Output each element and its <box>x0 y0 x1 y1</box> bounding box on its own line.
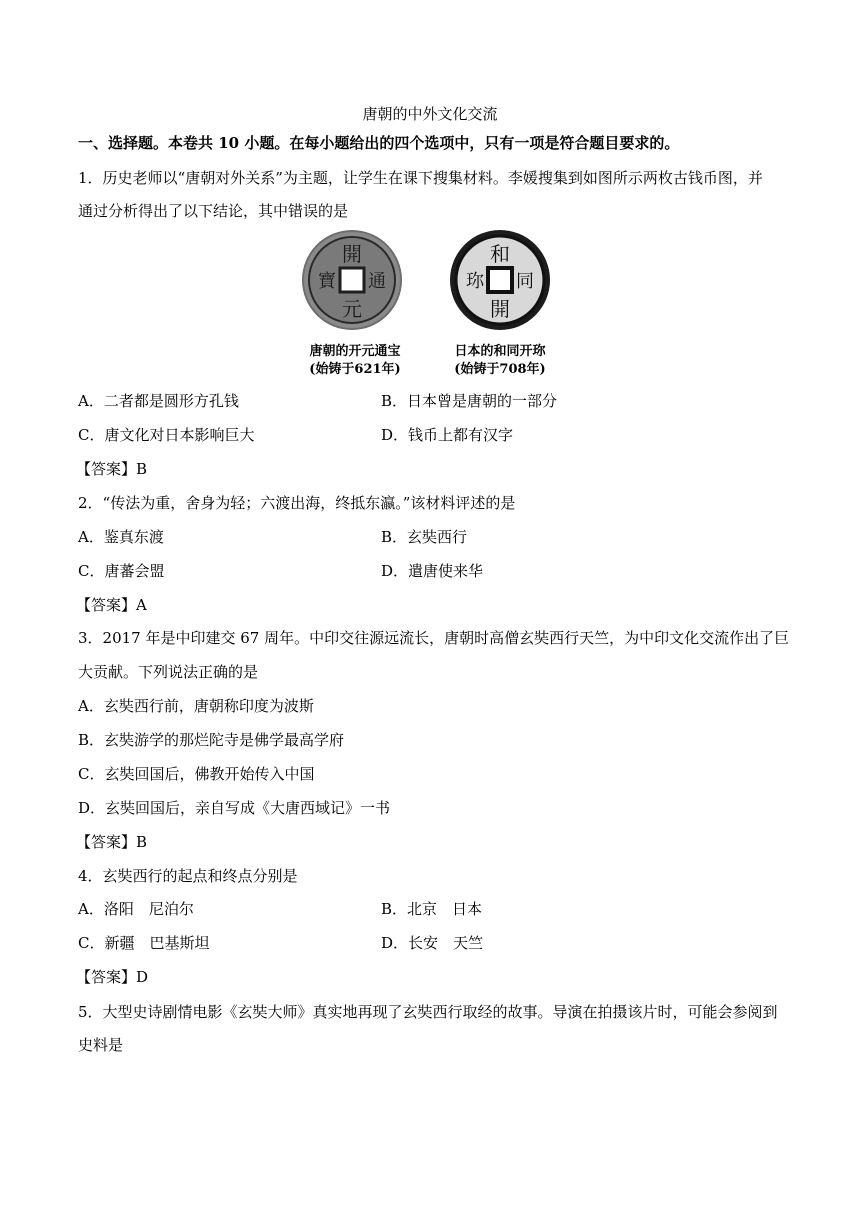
q1-option-a: A．二者都是圆形方孔钱 <box>78 392 239 410</box>
q3-answer: 【答案】B <box>76 833 148 851</box>
q3-stem-line2: 大贡献。下列说法正确的是 <box>78 663 259 681</box>
q2-stem: 2．“传法为重，舍身为轻；六渡出海，终抵东瀛。”该材料评述的是 <box>78 494 516 512</box>
q3-option-c: C．玄奘回国后，佛教开始传入中国 <box>78 765 315 783</box>
q2-option-b: B．玄奘西行 <box>381 528 468 546</box>
q1-stem-line2: 通过分析得出了以下结论，其中错误的是 <box>78 202 349 220</box>
q4-option-d: D．长安 天竺 <box>381 934 484 952</box>
kaiyuan-tongbao-coin <box>302 230 402 330</box>
q1-option-b: B．日本曾是唐朝的一部分 <box>381 392 558 410</box>
q5-stem-line1: 5．大型史诗剧情电影《玄奘大师》真实地再现了玄奘西行取经的故事。导演在拍摄该片时，可能会参阅到 <box>78 1003 778 1021</box>
coin-right-char-bottom: 開 <box>490 297 510 321</box>
q4-option-a: A．洛阳 尼泊尔 <box>78 900 194 918</box>
page-title: 唐朝的中外文化交流 <box>362 105 498 123</box>
coin-left-char-bottom: 元 <box>342 297 362 321</box>
coin-left-char-right: 通 <box>368 271 386 292</box>
wado-kaichin-coin <box>450 230 550 330</box>
q3-stem-line1: 3．2017 年是中印建交 67 周年。中印交往源远流长，唐朝时高僧玄奘西行天竺，为中印文化交流作出了巨 <box>78 629 790 647</box>
q4-option-b: B．北京 日本 <box>381 900 483 918</box>
coin-left-name: 唐朝的开元通宝 <box>309 344 401 359</box>
coins-image <box>300 228 570 338</box>
q4-option-c: C．新疆 巴基斯坦 <box>78 934 210 952</box>
coin-left-char-left: 寶 <box>318 271 336 292</box>
coin-right-name: 日本的和同开珎 <box>454 344 546 359</box>
coin-right-char-left: 珎 <box>466 271 484 292</box>
q2-option-c: C．唐蕃会盟 <box>78 562 165 580</box>
q2-answer: 【答案】A <box>76 596 147 614</box>
coin-left-char-top: 開 <box>342 242 362 266</box>
q4-answer: 【答案】D <box>76 968 149 986</box>
q1-answer: 【答案】B <box>76 460 148 478</box>
coin-left-date: (始铸于621年) <box>309 362 401 377</box>
q2-option-d: D．遣唐使来华 <box>381 562 484 580</box>
q1-stem-line1: 1．历史老师以“唐朝对外关系”为主题，让学生在课下搜集材料。李媛搜集到如图所示两枚古钱币图，并 <box>78 169 763 187</box>
q1-option-c: C．唐文化对日本影响巨大 <box>78 426 255 444</box>
coin-figure <box>300 228 570 383</box>
q3-option-d: D．玄奘回国后，亲自写成《大唐西域记》一书 <box>78 799 391 817</box>
q3-option-b: B．玄奘游学的那烂陀寺是佛学最高学府 <box>78 731 345 749</box>
section-heading: 一、选择题。本卷共 10 小题。在每小题给出的四个选项中，只有一项是符合题目要求的。 <box>78 134 680 152</box>
q5-stem-line2: 史料是 <box>78 1036 124 1054</box>
q3-option-a: A．玄奘西行前，唐朝称印度为波斯 <box>78 697 314 715</box>
coin-right-date: (始铸于708年) <box>454 362 546 377</box>
coin-right-char-right: 同 <box>516 271 534 292</box>
coin-right-char-top: 和 <box>490 242 510 266</box>
q2-option-a: A．鉴真东渡 <box>78 528 164 546</box>
q4-stem: 4．玄奘西行的起点和终点分别是 <box>78 867 298 885</box>
q1-option-d: D．钱币上都有汉字 <box>381 426 514 444</box>
